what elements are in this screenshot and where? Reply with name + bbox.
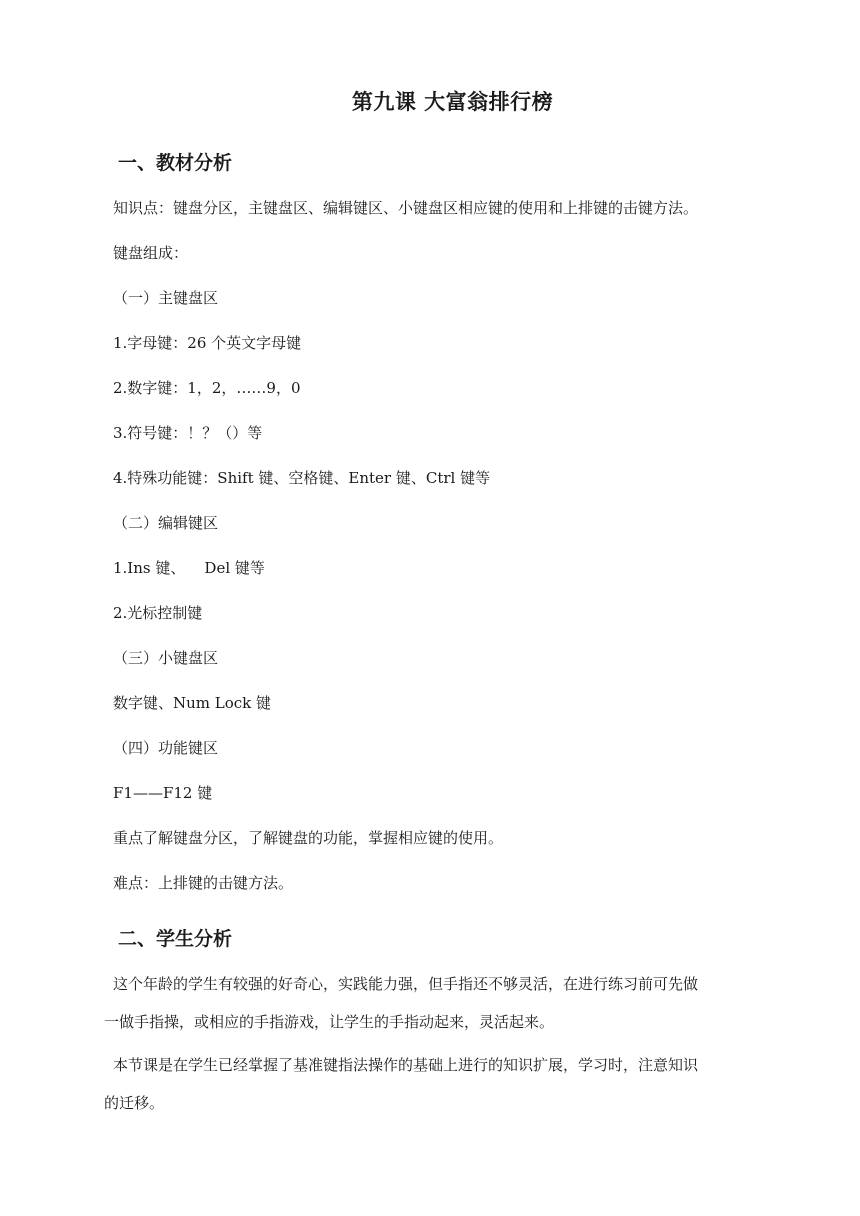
- key-points-line: 重点了解键盘分区，了解键盘的功能，掌握相应键的使用。: [113, 829, 504, 847]
- student-para2-line1: 本节课是在学生已经掌握了基准键指法操作的基础上进行的知识扩展，学习时，注意知识: [113, 1056, 699, 1074]
- section-heading-textbook-analysis: 一、教材分析: [118, 152, 233, 174]
- page-title: 第九课 大富翁排行榜: [351, 90, 554, 114]
- section-heading-student-analysis: 二、学生分析: [118, 928, 233, 950]
- numpad-heading: （三）小键盘区: [113, 649, 219, 667]
- special-keys-line: 4.特殊功能键：Shift 键、空格键、Enter 键、Ctrl 键等: [113, 469, 491, 487]
- cursor-keys-line: 2.光标控制键: [113, 604, 203, 622]
- main-keyboard-heading: （一）主键盘区: [113, 289, 219, 307]
- student-para2-line2: 的迁移。: [104, 1094, 165, 1112]
- ins-del-keys-line: 1.Ins 键、 Del 键等: [113, 559, 265, 577]
- edit-keys-heading: （二）编辑键区: [113, 514, 219, 532]
- student-para1-line2: 一做手指操，或相应的手指游戏，让学生的手指动起来，灵活起来。: [104, 1013, 555, 1031]
- function-keys-line: F1——F12 键: [113, 784, 213, 802]
- numpad-keys-line: 数字键、Num Lock 键: [113, 694, 272, 712]
- keyboard-composition-line: 键盘组成：: [113, 244, 189, 262]
- difficulty-line: 难点：上排键的击键方法。: [113, 874, 294, 892]
- knowledge-points-line: 知识点：键盘分区，主键盘区、编辑键区、小键盘区相应键的使用和上排键的击键方法。: [113, 199, 699, 217]
- number-keys-line: 2.数字键：1，2，……9，0: [113, 379, 301, 397]
- symbol-keys-line: 3.符号键：！？（）等: [113, 424, 263, 442]
- letter-keys-line: 1.字母键：26 个英文字母键: [113, 334, 302, 352]
- student-para1-line1: 这个年龄的学生有较强的好奇心，实践能力强，但手指还不够灵活，在进行练习前可先做: [113, 975, 699, 993]
- function-keys-heading: （四）功能键区: [113, 739, 219, 757]
